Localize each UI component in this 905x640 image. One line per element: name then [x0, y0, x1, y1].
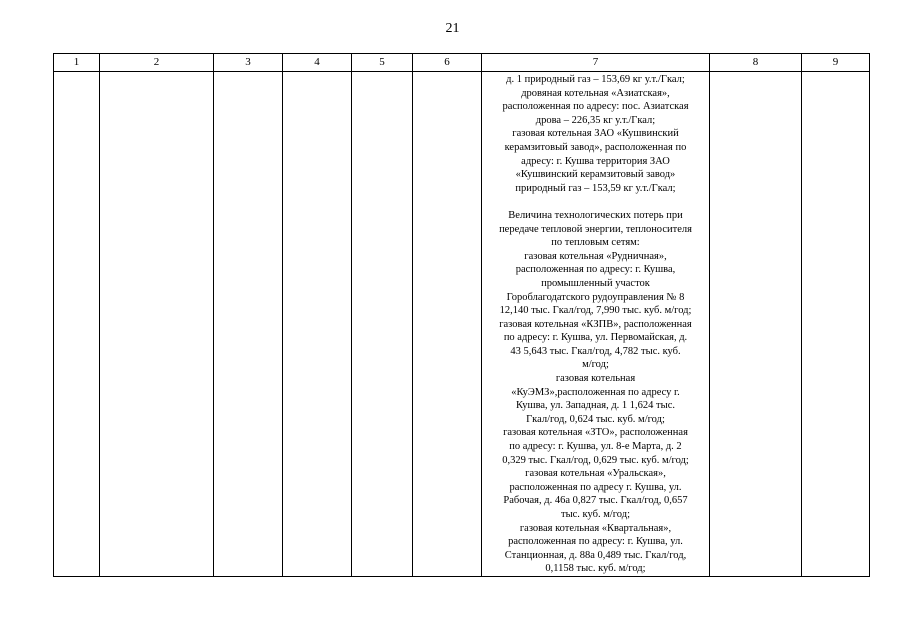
- cell-col-7: [482, 72, 710, 577]
- text-line: по тепловым сетям:: [551, 237, 640, 249]
- text-line: 0,329 тыс. Гкал/год, 0,629 тыс. куб. м/год;: [502, 454, 689, 466]
- text-line: расположенная по адресу г. Кушва, ул.: [509, 481, 682, 493]
- text-line: природный газ – 153,59 кг у.т./Гкал;: [515, 182, 676, 194]
- text-line: по адресу: г. Кушва, ул. 8-е Марта, д. 2: [509, 441, 682, 453]
- text-line: м/год;: [582, 359, 609, 371]
- header-cell-9: 9: [802, 54, 870, 72]
- cell-col-6: [413, 72, 482, 577]
- header-cell-1: 1: [54, 54, 100, 72]
- cell-col-9: [802, 72, 870, 577]
- table-row: [54, 72, 870, 577]
- text-line: промышленный участок: [541, 277, 650, 289]
- text-line: «Кушвинский керамзитовый завод»: [515, 169, 676, 181]
- blank-line: [485, 195, 706, 209]
- text-line: Кушва, ул. Западная, д. 1 1,624 тыс.: [516, 400, 675, 412]
- text-line: Рабочая, д. 46а 0,827 тыс. Гкал/год, 0,657: [503, 495, 688, 507]
- header-cell-7: 7: [482, 54, 710, 72]
- header-cell-8: 8: [710, 54, 802, 72]
- header-cell-6: 6: [413, 54, 482, 72]
- text-line: адресу: г. Кушва территория ЗАО: [521, 155, 670, 167]
- cell-col-3: [214, 72, 283, 577]
- text-line: 0,1158 тыс. куб. м/год;: [545, 563, 646, 575]
- text-line: д. 1 природный газ – 153,69 кг у.т./Гкал;: [506, 74, 685, 85]
- cell-col-5: [352, 72, 413, 577]
- text-line: керамзитовый завод», расположенная по: [504, 141, 687, 153]
- text-line: тыс. куб. м/год;: [560, 509, 631, 520]
- text-line: газовая котельная ЗАО «Кушвинский: [512, 128, 679, 140]
- cell-col-2: [100, 72, 214, 577]
- header-cell-3: 3: [214, 54, 283, 72]
- cell-col-4: [283, 72, 352, 577]
- text-line: газовая котельная «КЗПВ», расположенная: [499, 318, 692, 330]
- text-line: газовая котельная «Квартальная»,: [519, 522, 672, 534]
- text-line: газовая котельная: [555, 373, 636, 385]
- text-line: газовая котельная «Уральская»,: [525, 468, 666, 480]
- header-cell-2: 2: [100, 54, 214, 72]
- text-line: расположенная по адресу: г. Кушва, ул.: [508, 536, 683, 548]
- text-line: расположенная по адресу: г. Кушва,: [515, 264, 676, 276]
- text-line: Станционная, д. 88а 0,489 тыс. Гкал/год,: [504, 549, 687, 561]
- text-line: 12,140 тыс. Гкал/год, 7,990 тыс. куб. м/год;: [499, 305, 692, 317]
- text-line: по адресу: г. Кушва, ул. Первомайская, д.: [503, 332, 688, 344]
- column-7-text: [482, 72, 709, 576]
- text-line: Гороблагодатского рудоуправления № 8: [506, 291, 685, 303]
- text-line: «КуЭМЗ»,расположенная по адресу г.: [511, 386, 680, 398]
- cell-col-1: [54, 72, 100, 577]
- header-cell-4: 4: [283, 54, 352, 72]
- text-line: 43 5,643 тыс. Гкал/год, 4,782 тыс. куб.: [510, 345, 681, 357]
- text-line: Величина технологических потерь при: [508, 209, 683, 221]
- text-line: газовая котельная «Рудничная»,: [524, 250, 667, 262]
- text-line: дровяная котельная «Азиатская»,: [521, 87, 670, 99]
- table-header-row: [54, 54, 870, 72]
- page-number: 21: [445, 21, 460, 36]
- text-line: дрова – 226,35 кг у.т./Гкал;: [535, 114, 656, 126]
- text-line: расположенная по адресу: пос. Азиатская: [502, 101, 689, 113]
- text-line: газовая котельная «ЗТО», расположенная: [503, 427, 688, 439]
- cell-col-8: [710, 72, 802, 577]
- text-line: Гкал/год, 0,624 тыс. куб. м/год;: [526, 413, 665, 425]
- data-table: [53, 53, 870, 577]
- text-line: передаче тепловой энергии, теплоносителя: [499, 223, 692, 235]
- header-cell-5: 5: [352, 54, 413, 72]
